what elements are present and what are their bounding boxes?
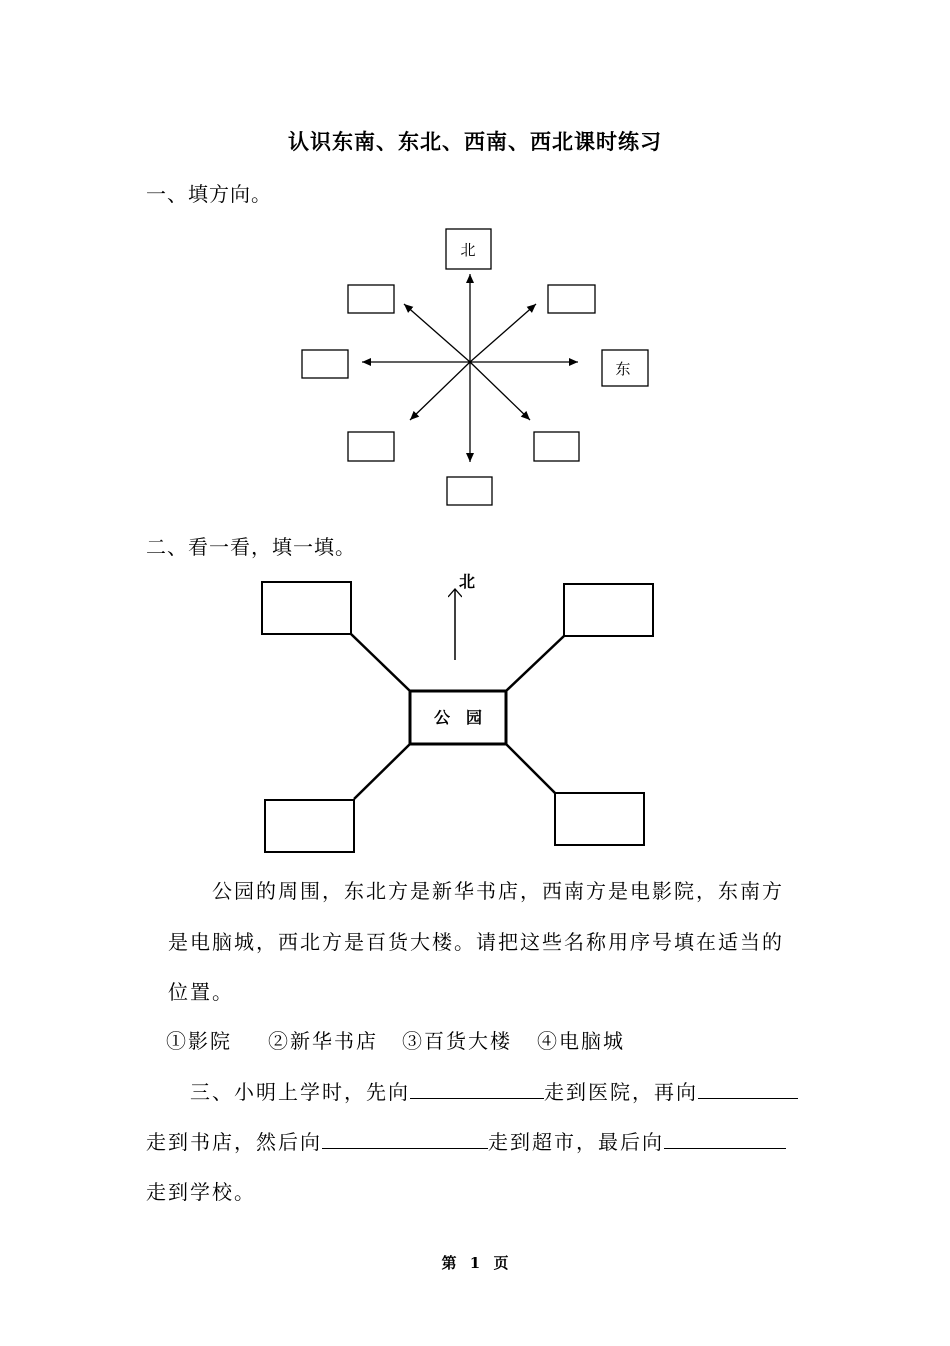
arrow-northwest — [404, 304, 470, 362]
west-box — [302, 350, 348, 378]
section3-line-3: 走到学校。 — [146, 1180, 256, 1204]
southwest-box — [348, 432, 394, 461]
blank-2[interactable] — [698, 1076, 798, 1099]
box-southeast — [555, 793, 644, 845]
northwest-box — [348, 285, 394, 313]
page-title: 认识东南、东北、西南、西北课时练习 — [288, 130, 662, 154]
arrow-southwest — [410, 362, 470, 420]
box-northwest — [262, 582, 351, 634]
connector-northeast — [506, 636, 564, 691]
connector-southwest — [354, 744, 410, 799]
option-3: ③百货大楼 — [402, 1029, 512, 1053]
section2-heading: 二、看一看，填一填。 — [146, 535, 356, 559]
arrow-northeast — [470, 304, 536, 362]
connector-southeast — [506, 744, 556, 794]
north-arrow-label: 北 — [459, 572, 476, 591]
section3-line-2 — [146, 1116, 786, 1168]
northeast-box — [548, 285, 595, 313]
option-2: ②新华书店 — [268, 1029, 378, 1053]
section3-text-2b: 走到超市，最后向 — [488, 1130, 664, 1154]
park-label: 公 园 — [433, 708, 483, 727]
section1-heading: 一、填方向。 — [146, 182, 272, 206]
east-label: 东 — [615, 360, 631, 378]
footer-prefix: 第 — [441, 1254, 457, 1272]
blank-4[interactable] — [664, 1126, 786, 1149]
section3-line-1 — [190, 1066, 798, 1118]
footer-suffix: 页 — [493, 1254, 509, 1272]
paragraph-line-2: 是电脑城，西北方是百货大楼。请把这些名称用序号填在适当的 — [168, 930, 784, 954]
section3-text-2a: 走到书店，然后向 — [146, 1130, 322, 1154]
box-northeast — [564, 584, 653, 636]
arrow-southeast — [470, 362, 530, 420]
option-1: ①影院 — [166, 1029, 232, 1053]
blank-1[interactable] — [410, 1076, 544, 1099]
southeast-box — [534, 432, 579, 461]
south-box — [447, 477, 492, 505]
connector-northwest — [351, 634, 410, 691]
box-southwest — [265, 800, 354, 852]
footer-page-number: 1 — [469, 1254, 481, 1272]
blank-3[interactable] — [322, 1126, 488, 1149]
paragraph-line-3: 位置。 — [168, 980, 234, 1004]
option-4: ④电脑城 — [537, 1029, 625, 1053]
section3-text-1a: 三、小明上学时，先向 — [190, 1080, 410, 1104]
paragraph-line-1: 公园的周围，东北方是新华书店，西南方是电影院，东南方 — [212, 879, 784, 903]
section3-text-1b: 走到医院，再向 — [544, 1080, 698, 1104]
page-footer — [0, 1252, 950, 1273]
compass-diagram — [0, 0, 950, 520]
north-label: 北 — [460, 241, 476, 259]
park-diagram — [0, 560, 950, 860]
